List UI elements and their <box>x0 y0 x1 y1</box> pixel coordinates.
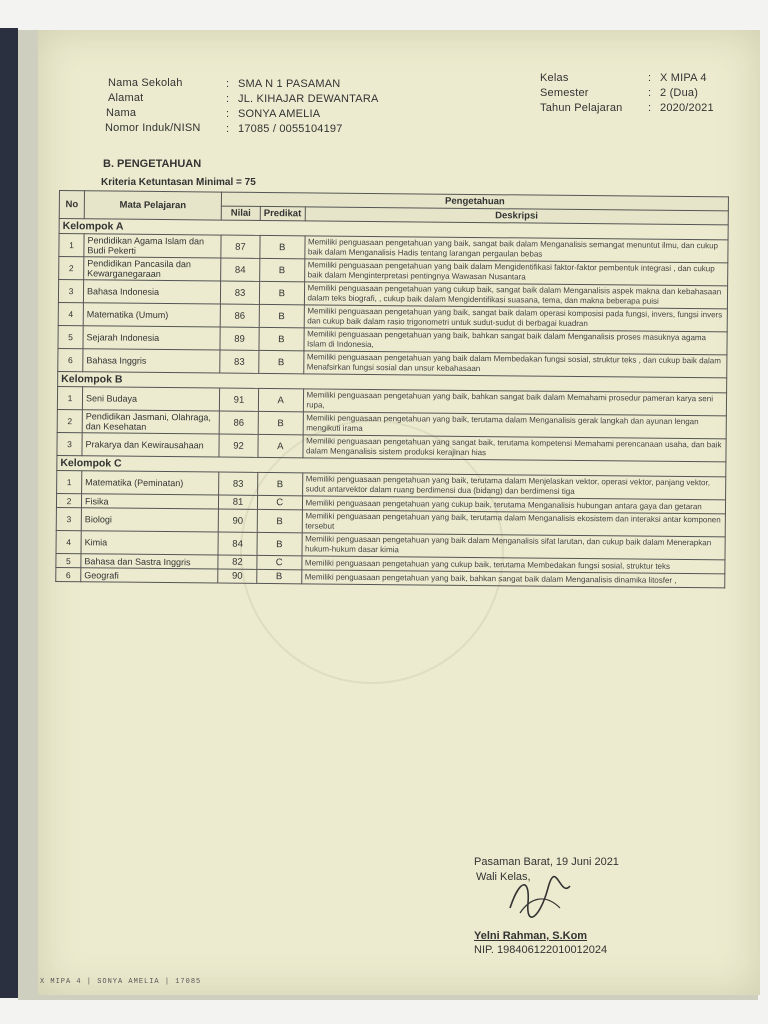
cell-score: 89 <box>220 327 259 350</box>
cell-score: 84 <box>218 532 257 555</box>
cell-subject: Prakarya dan Kewirausahaan <box>82 433 219 457</box>
col-group-pengetahuan: Pengetahuan <box>221 192 728 211</box>
cell-score: 81 <box>218 495 257 509</box>
cell-score: 84 <box>221 258 260 281</box>
cell-score: 86 <box>219 411 258 434</box>
cell-description: Memiliki penguasaan pengetahuan yang cukup baik, terutama Membedakan fungsi sosial, struktur teks <box>301 556 725 574</box>
cell-no: 1 <box>59 234 84 257</box>
signature-nip: NIP. 198406122010012024 <box>474 944 608 956</box>
cell-subject: Bahasa Indonesia <box>83 280 220 304</box>
cell-description: Memiliki penguasaan pengetahuan yang cukup baik, sangat baik dalam Menganalisis aspek makna dan kebahasaan dalam teks biografi, , cukup baik dalam Mengidentifikasi suasana, tema, dan makna beberapa puisi <box>304 282 728 309</box>
colon: : <box>226 123 230 135</box>
label-school: Nama Sekolah <box>108 77 183 89</box>
cell-no: 6 <box>56 567 81 581</box>
cell-no: 4 <box>58 302 83 325</box>
cell-description: Memiliki penguasaan pengetahuan yang baik, bahkan sangat baik dalam Memahami prosedur pameran karya seni rupa, <box>303 389 727 416</box>
colon: : <box>648 87 652 99</box>
grades-table <box>55 190 729 588</box>
cell-subject: Pendidikan Agama Islam dan Budi Pekerti <box>84 234 221 258</box>
colon: : <box>226 93 230 105</box>
cell-no: 3 <box>56 507 81 530</box>
cell-score: 83 <box>220 281 259 304</box>
cell-subject: Bahasa Inggris <box>83 349 220 373</box>
cell-description: Memiliki penguasaan pengetahuan yang baik dalam Membedakan fungsi sosial, struktur teks , dan cukup baik dalam Menafsirkan fungsi sosial dan unsur kebahasaan <box>303 351 727 378</box>
signature-scribble <box>500 868 580 928</box>
cell-no: 3 <box>57 432 82 455</box>
cell-subject: Seni Budaya <box>82 387 219 411</box>
cell-score: 83 <box>219 472 258 495</box>
cell-score: 91 <box>219 388 258 411</box>
cell-predicate: B <box>257 532 302 555</box>
cell-score: 87 <box>221 235 260 258</box>
section-title: B. PENGETAHUAN <box>103 158 202 170</box>
cell-subject: Pendidikan Pancasila dan Kewarganegaraan <box>84 257 221 281</box>
cell-subject: Sejarah Indonesia <box>83 326 220 350</box>
value-name: SONYA AMELIA <box>238 108 321 120</box>
cell-predicate: B <box>260 258 305 281</box>
cell-predicate: B <box>258 472 303 495</box>
binder-edge <box>0 28 18 998</box>
cell-no: 5 <box>56 553 81 567</box>
cell-description: Memiliki penguasaan pengetahuan yang baik, terutama dalam Menganalisis ekosistem dan interaksi antar komponen tersebut <box>302 510 726 537</box>
group-name: Kelompok C <box>57 455 726 476</box>
page-footer: X MIPA 4 | SONYA AMELIA | 17085 <box>40 978 202 986</box>
cell-no: 1 <box>57 386 82 409</box>
cell-description: Memiliki penguasaan pengetahuan yang baik, sangat baik dalam operasi komposisi pada fungsi, invers, fungsi invers dan cukup baik dalam rasio trigonometri untuk sudut-sudut di berbagai kuadran <box>304 305 728 332</box>
cell-subject: Matematika (Umum) <box>83 303 220 327</box>
cell-predicate: B <box>257 569 302 583</box>
cell-no: 4 <box>56 530 81 553</box>
cell-no: 2 <box>56 493 81 507</box>
cell-no: 3 <box>58 280 83 303</box>
cell-no: 1 <box>57 470 82 493</box>
cell-score: 82 <box>218 555 257 569</box>
cell-description: Memiliki penguasaan pengetahuan yang baik dalam Menganalisis sifat larutan, dan cukup baik dalam Menerapkan hukum-hukum dasar kimia <box>301 533 725 560</box>
cell-no: 5 <box>58 325 83 348</box>
cell-predicate: B <box>259 327 304 350</box>
cell-description: Memiliki penguasaan pengetahuan yang baik, sangat baik dalam Menganalisis semangat menuntut ilmu, dan cukup baik dalam Menganalisis Hadis tentang larangan pergaulan bebas <box>304 236 728 263</box>
cell-predicate: B <box>258 411 303 434</box>
cell-score: 83 <box>220 350 259 373</box>
cell-description: Memiliki penguasaan pengetahuan yang sangat baik, terutama kompetensi Memahami perencanaan usaha, dan baik dalam Menganalisis sistem produksi kerajinan hias <box>302 435 726 462</box>
value-year: 2020/2021 <box>660 102 714 114</box>
kkm-label: Kriteria Ketuntasan Minimal = 75 <box>101 177 256 188</box>
colon: : <box>648 72 652 84</box>
col-no: No <box>59 191 84 219</box>
cell-predicate: B <box>259 350 304 373</box>
col-description: Deskripsi <box>305 207 729 225</box>
cell-predicate: B <box>260 235 305 258</box>
cell-no: 6 <box>58 348 83 371</box>
value-class: X MIPA 4 <box>660 72 707 84</box>
label-nisn: Nomor Induk/NISN <box>105 122 201 134</box>
cell-subject: Matematika (Peminatan) <box>82 471 219 495</box>
cell-description: Memiliki penguasaan pengetahuan yang baik, bahkan sangat baik dalam Menganalisis dinamika litosfer , <box>301 570 725 588</box>
cell-score: 92 <box>219 434 258 457</box>
cell-subject: Bahasa dan Sastra Inggris <box>81 554 218 569</box>
cell-predicate: B <box>259 304 304 327</box>
cell-subject: Fisika <box>81 494 218 509</box>
label-year: Tahun Pelajaran <box>540 102 623 114</box>
cell-description: Memiliki penguasaan pengetahuan yang baik, terutama dalam Menganalisis gerak langkah dan ayunan lengan mengikuti irama <box>303 412 727 439</box>
colon: : <box>226 78 230 90</box>
cell-no: 2 <box>59 257 84 280</box>
group-name: Kelompok B <box>58 371 727 392</box>
colon: : <box>648 102 652 114</box>
cell-predicate: A <box>258 388 303 411</box>
cell-subject: Pendidikan Jasmani, Olahraga, dan Kesehatan <box>82 410 219 434</box>
colon: : <box>226 108 230 120</box>
label-address: Alamat <box>108 92 144 104</box>
cell-subject: Geografi <box>81 568 218 583</box>
value-school: SMA N 1 PASAMAN <box>238 78 341 90</box>
cell-predicate: B <box>257 509 302 532</box>
value-semester: 2 (Dua) <box>660 87 699 99</box>
cell-score: 90 <box>218 509 257 532</box>
cell-description: Memiliki penguasaan pengetahuan yang cukup baik, terutama Menganalisis hubungan antara gaya dan getaran <box>302 496 726 514</box>
value-address: JL. KIHAJAR DEWANTARA <box>238 93 379 105</box>
label-name: Nama <box>106 107 137 119</box>
label-semester: Semester <box>540 87 589 99</box>
cell-subject: Kimia <box>81 531 218 555</box>
cell-no: 2 <box>57 409 82 432</box>
col-score: Nilai <box>221 206 260 220</box>
cell-subject: Biologi <box>81 508 218 532</box>
signature-role: Wali Kelas, <box>476 871 531 883</box>
cell-score: 90 <box>218 569 257 583</box>
value-nisn: 17085 / 0055104197 <box>238 123 343 135</box>
grades-body <box>56 219 728 588</box>
label-class: Kelas <box>540 72 569 84</box>
col-predicate: Predikat <box>260 206 305 220</box>
cell-predicate: A <box>258 434 303 457</box>
signature-name: Yelni Rahman, S.Kom <box>474 930 588 942</box>
cell-description: Memiliki penguasaan pengetahuan yang baik, bahkan sangat baik dalam Menganalisis proses masuknya agama Islam di Indonesia, <box>303 328 727 355</box>
group-name: Kelompok A <box>59 219 728 240</box>
col-subject: Mata Pelajaran <box>84 191 221 220</box>
cell-predicate: B <box>259 281 304 304</box>
cell-predicate: C <box>257 495 302 509</box>
cell-score: 86 <box>220 304 259 327</box>
signature-place-date: Pasaman Barat, 19 Juni 2021 <box>474 856 619 868</box>
cell-description: Memiliki penguasaan pengetahuan yang baik dalam Mengidentifikasi faktor-faktor pembentuk integrasi , dan cukup baik dalam Menginterpretasi pentingnya Wawasan Nusantara <box>304 259 728 286</box>
cell-predicate: C <box>257 555 302 569</box>
cell-description: Memiliki penguasaan pengetahuan yang baik, terutama dalam Menjelaskan vektor, operasi vektor, panjang vektor, sudut antarvektor dalam ruang berdimensi dua (bidang) dan berdimensi tiga <box>302 473 726 500</box>
